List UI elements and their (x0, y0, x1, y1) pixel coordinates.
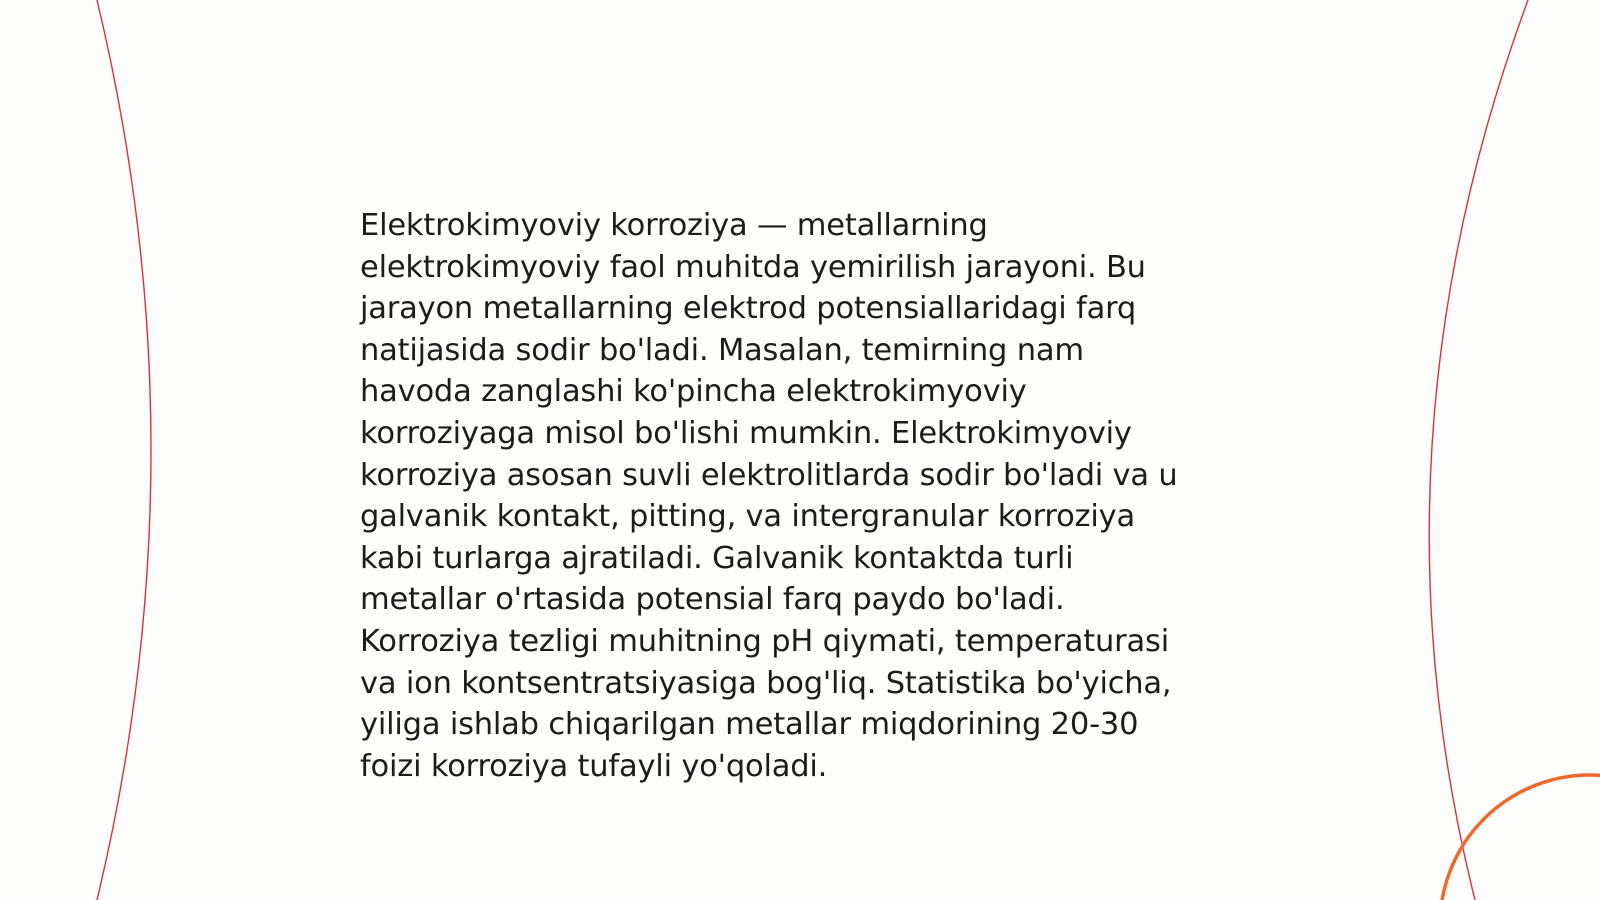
paragraph-line: galvanik kontakt, pitting, va intergranular korroziya (360, 499, 1135, 535)
paragraph-line: Korroziya tezligi muhitning pH qiymati, temperaturasi (360, 623, 1169, 659)
paragraph-line: yiliga ishlab chiqarilgan metallar miqdorining 20-30 (360, 707, 1139, 743)
paragraph-line: metallar o'rtasida potensial farq paydo bo'ladi. (360, 582, 1065, 618)
paragraph-line: natijasida sodir bo'ladi. Masalan, temirning nam (360, 332, 1084, 368)
paragraph-line: korroziyaga misol bo'lishi mumkin. Elektrokimyoviy (360, 415, 1132, 451)
paragraph-line: foizi korroziya tufayli yo'qoladi. (360, 748, 828, 784)
paragraph-line: korroziya asosan suvli elektrolitlarda sodir bo'ladi va u (360, 457, 1178, 493)
paragraph-line: elektrokimyoviy faol muhitda yemirilish jarayoni. Bu (360, 249, 1146, 285)
accent-circle (1440, 775, 1600, 900)
paragraph-line: Elektrokimyoviy korroziya — metallarning (360, 208, 988, 243)
paragraph-line: va ion kontsentratsiyasiga bog'liq. Statistika bo'yicha, (360, 665, 1172, 701)
right-arc-line (1429, 0, 1528, 900)
paragraph-line: kabi turlarga ajratiladi. Galvanik kontaktda turli (360, 540, 1074, 576)
paragraph-line: havoda zanglashi ko'pincha elektrokimyoviy (360, 374, 1027, 410)
paragraph-line: jarayon metallarning elektrod potensiallaridagi farq (360, 291, 1137, 327)
left-arc-line (97, 0, 151, 900)
body-paragraph (360, 205, 1240, 787)
